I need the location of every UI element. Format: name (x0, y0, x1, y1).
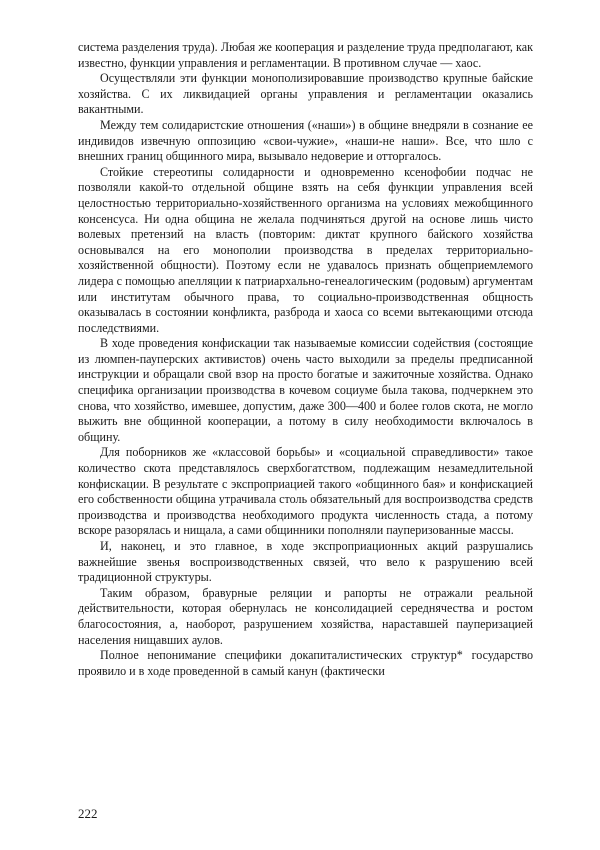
paragraph-2: Осуществляли эти функции монополизировавшие производство крупные байские хозяйства. С их ликвидацией органы управления и регламентации оказались вакантными. (78, 71, 533, 117)
paragraph-7: И, наконец, и это главное, в ходе экспроприационных акций разрушались важнейшие звенья воспроизводственных связей, что вело к разрушению всей традиционной структуры. (78, 539, 533, 585)
paragraph-1: система разделения труда). Любая же кооперация и разделение труда предполагают, как известно, функции управления и регламентации. В противном случае — хаос. (78, 40, 533, 70)
paragraph-6: Для поборников же «классовой борьбы» и «социальной справедливости» такое количество скота представлялось сверхбогатством, подлежащим незамедлительной конфискации. В результате с экспроприацией такого «общинного бая» и конфискацией его собственности община утрачивала столь обязательный для воспроизводства средств производства и производства необходимого продукта численность стада, а потому вскоре разорялась и нищала, а сами общинники пополняли пауперизованные массы. (78, 445, 533, 538)
page-number: 222 (78, 806, 98, 821)
paragraph-9: Полное непонимание специфики докапиталистических структур* государство проявило и в ходе проведенной в самый канун (фактически (78, 648, 533, 678)
paragraph-4: Стойкие стереотипы солидарности и одновременно ксенофобии подчас не позволяли какой-то отдельной общине взять на себя функции управления всей целостностью территориально-хозяйственного организма на условиях межобщинного консенсуса. Ни одна община не желала подчиняться другой на основе лишь чисто волевых претензий на власть (повторим: диктат крупного байского хозяйства основывался на его монополии производства в пределах территориально-хозяйственной общности). Поэтому если не удавалось признать общеприемлемого лидера с помощью апелляции к патриархально-генеалогическим (родовым) аргументам или институтам обычного права, то социально-производственная общность оказывалась в состоянии конфликта, разброда и хаоса со всеми вытекающими отсюда последствиями. (78, 164, 533, 335)
paragraph-3: Между тем солидаристские отношения («наши») в общине внедряли в сознание ее индивидов извечную оппозицию «свои-чужие», «наши-не наши». Все, что шло с внешних границ общинного мира, вызывало недоверие и отторгалось. (78, 117, 533, 164)
paragraph-5: В ходе проведения конфискации так называемые комиссии содействия (состоящие из люмпен-пауперских активистов) очень часто выходили за пределы предписанной инструкции и обращали свой взор на просто богатые и зажиточные хозяйства. Однако специфика организации производства в кочевом социуме была такова, подчеркнем это снова, что хозяйство, имевшее, допустим, даже 300—400 и более голов скота, не могло выжить вне общинной кооперации, а потому в силу необходимости включалось в общину. (78, 336, 533, 444)
page-text (78, 40, 533, 679)
paragraph-8: Таким образом, бравурные реляции и рапорты не отражали реальной действительности, которая обернулась не консолидацией середнячества и ростом благосостояния, а, наоборот, разрушением хозяйства, нараставшей пауперизацией населения нищавших аулов. (78, 585, 533, 647)
